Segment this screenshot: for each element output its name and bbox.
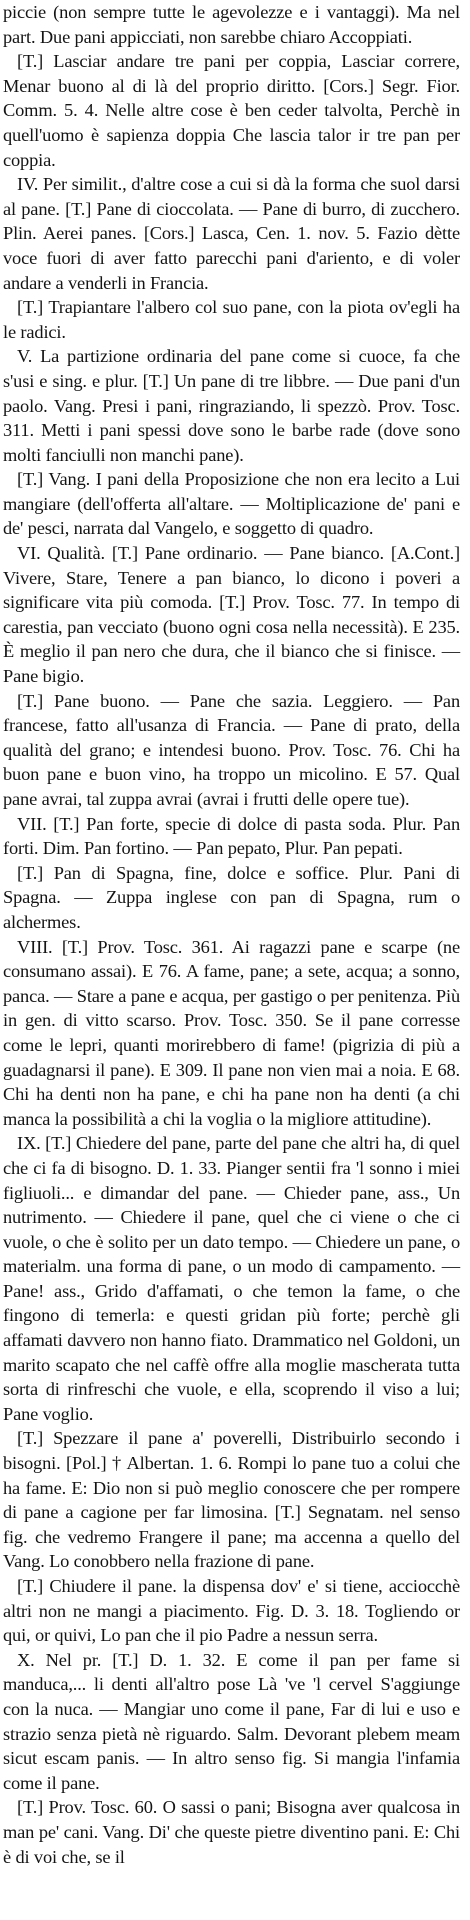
paragraph-trailing: [T.] Prov. Tosc. 60. O sassi o pani; Bisogna aver qualcosa in man pe' cani. Vang. Di' che queste pietre diventino pani. E: Chi è di voi che, se il (3, 1797, 460, 1867)
section-v: V. La partizione ordinaria del pane come si cuoce, fa che s'usi e sing. e plur. [T.] Un pane di tre libbre. — Due pani d'un paolo. Vang. Presi i pani, ringraziando, li spezzò. Prov. Tosc. 311. Metti i pani spessi dove sono le barbe rade (dove sono molti fanciulli non manchi pane). (3, 346, 460, 465)
section-ix: IX. [T.] Chiedere del pane, parte del pane che altri ha, di quel che ci fa di bisogno. D. 1. 33. Pianger sentii fra 'l sonno i miei figliuoli... e dimandar del pane. — Chieder pane, ass., Un nutrimento. — Chiedere il pane, quel che ci viene o che ci vuole, o che è solito per un dato tempo. — Chiedere un pane, o materialm. una forma di pane, o un modo di campamento. — Pane! ass., Grido d'affamati, o che temon la fame, o che fingono di temerla: e questi gridan più forte; perchè gli affamati davvero non hanno fiato. Drammatico nel Goldoni, un marito scapato che nel caffè offre alla moglie mascherata tutta sorta di rinfreschi che vuole, e ella, scoprendo il viso a lui; Pane voglio. (3, 1133, 460, 1424)
section-x: X. Nel pr. [T.] D. 1. 32. E come il pan per fame si manduca,... li denti all'altro pose Là 've 'l cervel S'aggiunge con la nuca. — Mangiar uno come il pane, Far di lui e uso e strazio senza pietà nè riguardo. Salm. Devorant plebem meam sicut escam panis. — In altro senso fig. Si mangia l'infamia come il pane. (3, 1649, 460, 1793)
section-viii: VIII. [T.] Prov. Tosc. 361. Ai ragazzi pane e scarpe (ne consumano assai). E 76. A fame, pane; a sete, acqua; a sonno, panca. — Stare a pane e acqua, per gastigo o per penitenza. Più in gen. di vitto scarso. Prov. Tosc. 350. Se il pane corresse come le lepri, quanti morirebbero di fame! (pigrizia di più a guadagnarsi il pane). E 309. Il pane non vien mai a noia. E 68. Chi ha denti non ha pane, e chi ha pane non ha denti (a chi manca la possibilità a chi la voglia o la migliore attitudine). (3, 936, 460, 1129)
section-vi: VI. Qualità. [T.] Pane ordinario. — Pane bianco. [A.Cont.] Vivere, Stare, Tenere a pan bianco, lo dicono i poveri a significare vita più comoda. [T.] Prov. Tosc. 77. In tempo di carestia, pan vecciato (buono ogni cosa nella necessità). E 235. È meglio il pan nero che dura, che il bianco che si finisce. — Pane bigio. (3, 543, 460, 687)
paragraph: [T.] Chiudere il pane. la dispensa dov' e' si tiene, acciocchè altri non ne mangi a piacimento. Fig. D. 3. 18. Togliendo or qui, or quivi, Lo pan che il pio Padre a nessun serra. (3, 1576, 460, 1646)
text-column (3, 0, 460, 1869)
paragraph: [T.] Vang. I pani della Proposizione che non era lecito a Lui mangiare (dell'offerta all'altare. — Moltiplicazione de' pani e de' pesci, narrata dal Vangelo, e soggetto di quadro. (3, 469, 460, 539)
section-iv: IV. Per similit., d'altre cose a cui si dà la forma che suol darsi al pane. [T.] Pane di cioccolata. — Pane di burro, di zucchero. Plin. Aerei panes. [Cors.] Lasca, Cen. 1. nov. 5. Fazio dètte voce fuori di aver fatto parecchi pani d'ariento, e di voler andare a venderli in Francia. (3, 174, 460, 293)
section-vii: VII. [T.] Pan forte, specie di dolce di pasta soda. Plur. Pan forti. Dim. Pan fortino. — Pan pepato, Plur. Pan pepati. (3, 813, 460, 859)
paragraph: [T.] Pane buono. — Pane che sazia. Leggiero. — Pan francese, fatto all'usanza di Francia. — Pane di prato, della qualità del grano; e intendesi buono. Prov. Tosc. 76. Chi ha buon pane e buon vino, ha troppo un micolino. E 57. Qual pane avrai, tal zuppa avrai (avrai i frutti delle opere tue). (3, 690, 460, 809)
paragraph: [T.] Spezzare il pane a' poverelli, Distribuirlo secondo i bisogni. [Pol.] † Albertan. 1. 6. Rompi lo pane tuo a colui che ha fame. E: Dio non si può meglio conoscere che per rompere di pane a cagione per far limosina. [T.] Segnatam. nel senso fig. che vedremo Frangere il pane; ma accenna a quello del Vang. Lo conobbero nella frazione di pane. (3, 1428, 460, 1572)
paragraph: [T.] Lasciar andare tre pani per coppia, Lasciar correre, Menar buono al di là del proprio diritto. [Cors.] Segr. Fior. Comm. 5. 4. Nelle altre cose è ben ceder talvolta, Perchè in quell'uomo è sapienza doppia Che lascia talor ir tre pan per coppia. (3, 51, 460, 170)
paragraph-continuation: piccie (non sempre tutte le agevolezze e i vantaggi). Ma nel part. Due pani appicciati, non sarebbe chiaro Accoppiati. (3, 2, 460, 47)
paragraph: [T.] Pan di Spagna, fine, dolce e soffice. Plur. Pani di Spagna. — Zuppa inglese con pan di Spagna, rum o alchermes. (3, 862, 460, 932)
paragraph: [T.] Trapiantare l'albero col suo pane, con la piota ov'egli ha le radici. (3, 297, 460, 342)
